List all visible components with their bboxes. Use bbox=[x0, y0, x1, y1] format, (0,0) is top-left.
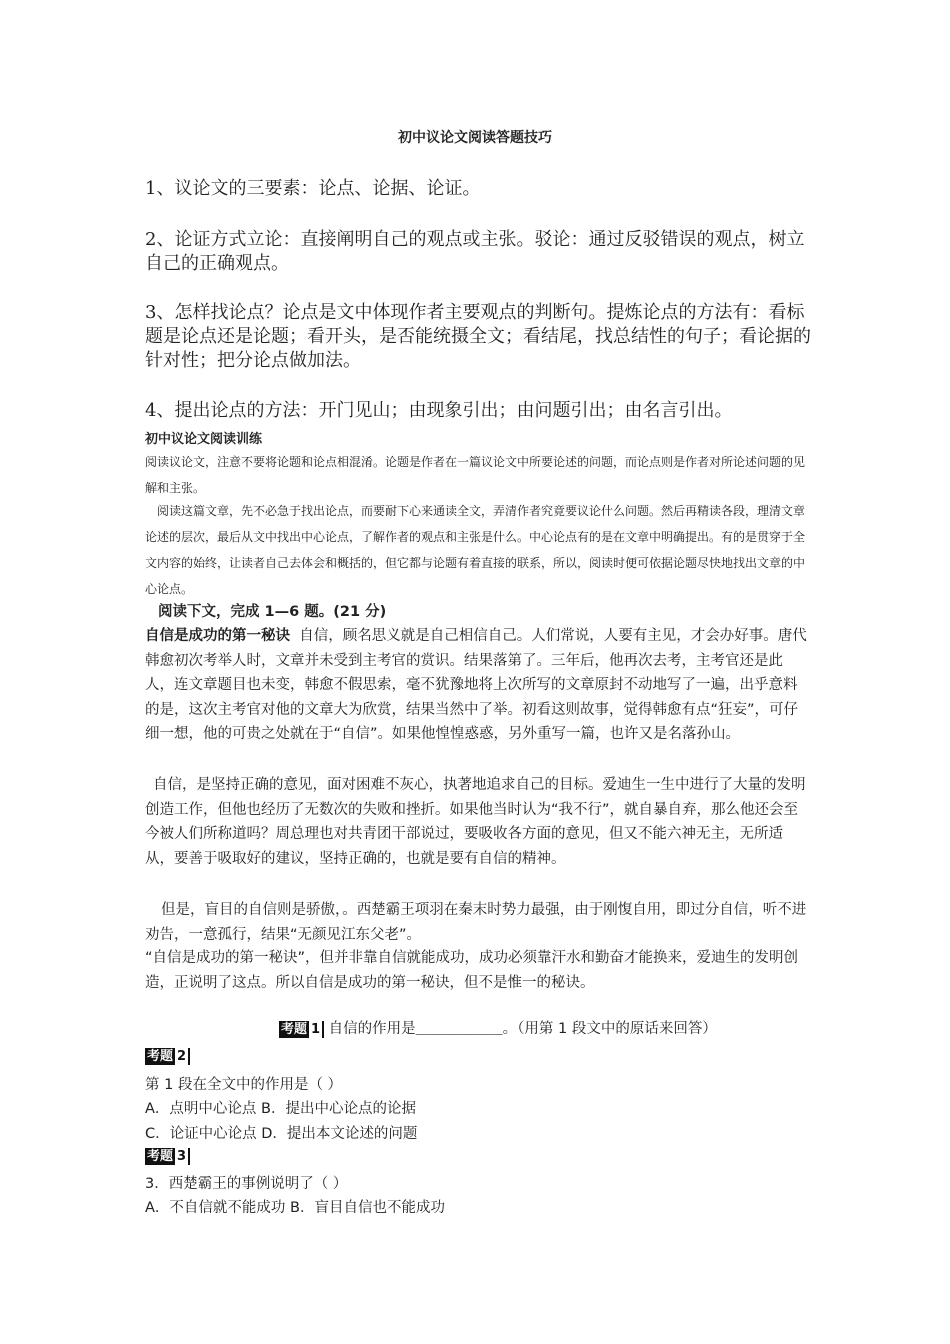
question-3-options-ab: A．不自信就不能成功 B．盲目自信也不能成功 bbox=[145, 1200, 445, 1216]
question-1-text: 自信的作用是＿＿＿＿＿＿。（用第 1 段文中的原话来回答） bbox=[328, 1021, 717, 1037]
article-p1-text: 自信，顾名思义就是自己相信自己。人们常说，人要有主见，才会办好事。唐代韩愈初次考举人时，文章并未受到主考官的赏识。结果落第了。三年后，他再次去考，主考官还是此人，连文章题目也未变，韩愈不假思索，毫不犹豫地将上次所写的文章原封不动地写了一遍，出乎意料的是，这次主考官对他的文章大为欣赏，结果当然中了举。初看这则故事，觉得韩愈有点“狂妄”，可仔细一想，他的可贵之处就在于“自信”。如果他惶惶惑惑，另外重写一篇，也许又是名落孙山。 bbox=[145, 628, 807, 742]
question-tag: 考题 2 bbox=[145, 1048, 190, 1065]
article-title: 自信是成功的第一秘诀 bbox=[145, 628, 290, 644]
reading-instruction: 阅读下文，完成 1—6 题。(21 分) bbox=[158, 604, 387, 620]
question-2-options-ab: A．点明中心论点 B．提出中心论点的论据 bbox=[145, 1101, 416, 1117]
document-title: 初中议论文阅读答题技巧 bbox=[398, 130, 552, 146]
question-3-text: 3．西楚霸王的事例说明了（ ） bbox=[145, 1176, 348, 1192]
tip-4: 4、提出论点的方法：开门见山；由现象引出；由问题引出；由名言引出。 bbox=[145, 400, 733, 421]
tip-2: 2、论证方式立论：直接阐明自己的观点或主张。驳论：通过反驳错误的观点，树立自己的正确观点。 bbox=[145, 229, 805, 274]
article-paragraph-4: “自信是成功的第一秘诀”，但并非靠自信就能成功，成功必须靠汗水和勤奋才能换来，爱迪生的发明创造，正说明了这点。所以自信是成功的第一秘诀，但不是惟一的秘诀。 bbox=[145, 950, 799, 991]
tip-3: 3、怎样找论点？论点是文中体现作者主要观点的判断句。提炼论点的方法有：看标题是论点还是论题；看开头，是否能统摄全文；看结尾，找总结性的句子；看论据的针对性；把分论点做加法。 bbox=[145, 302, 811, 371]
article-paragraph-1 bbox=[145, 624, 810, 747]
question-2-tag bbox=[145, 1048, 190, 1065]
training-heading: 初中议论文阅读训练 bbox=[145, 432, 263, 447]
question-1 bbox=[279, 1017, 717, 1038]
training-paragraph-1: 阅读议论文，注意不要将论题和论点相混淆。论题是作者在一篇议论文中所要论述的问题，而论点则是作者对所论述问题的见解和主张。 bbox=[145, 455, 806, 495]
question-2-options-cd: C．论证中心论点 D．提出本文论述的问题 bbox=[145, 1126, 418, 1142]
training-paragraph-2: 阅读这篇文章，先不必急于找出论点，而要耐下心来通读全文，弄清作者究竟要议论什么问题。然后再精读各段，理清文章论述的层次，最后从文中找出中心论点，了解作者的观点和主张是什么。中心论点有的是在文章中明确提出。有的是贯穿于全文内容的始终，让读者自己去体会和概括的，但它都与论题有着直接的联系，所以，阅读时便可依据论题尽快地找出文章的中心论点。 bbox=[145, 504, 806, 596]
article-paragraph-2: 自信，是坚持正确的意见，面对困难不灰心，执著地追求自己的目标。爱迪生一生中进行了大量的发明创造工作，但他也经历了无数次的失败和挫折。如果他当时认为“我不行”，就自暴自弃，那么他还会至今被人们所称道吗？周总理也对共青团干部说过，要吸收各方面的意见，但又不能六神无主，无所适从，要善于吸取好的建议，坚持正确的，也就是要有自信的精神。 bbox=[145, 777, 806, 867]
question-tag: 考题 1 bbox=[279, 1021, 324, 1038]
question-3-tag bbox=[145, 1148, 190, 1165]
question-tag: 考题 3 bbox=[145, 1148, 190, 1165]
article-paragraph-3: 但是，盲目的自信则是骄傲，。西楚霸王项羽在秦末时势力最强，由于刚愎自用，即过分自信，听不进劝告，一意孤行，结果“无颜见江东父老”。 bbox=[145, 902, 807, 943]
question-2-text: 第 1 段在全文中的作用是（ ） bbox=[145, 1077, 343, 1093]
tip-1: 1、议论文的三要素：论点、论据、论证。 bbox=[145, 178, 481, 199]
